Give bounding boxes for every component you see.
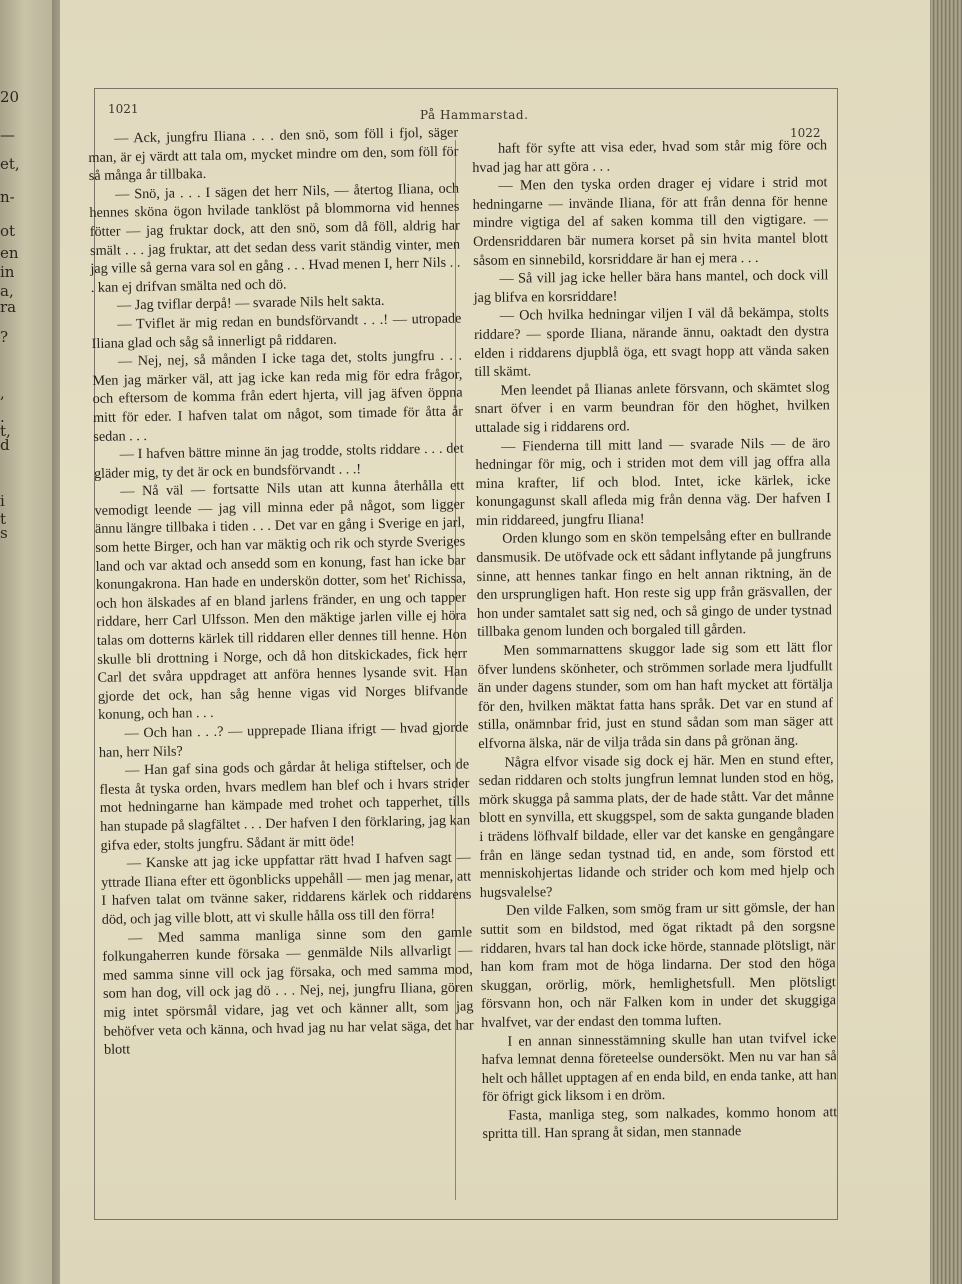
paragraph: Men leendet på Ilianas anlete försvann, och skämtet slog snart öfver i en varm beundran för den höghet, hvilken uttalade sig i riddarens ord. <box>474 378 830 436</box>
paragraph: — Tviflet är mig redan en bundsförvandt . . .! — utropade Iliana glad och såg så innerligt på riddaren. <box>91 310 462 352</box>
edge-fragment: a, <box>0 282 14 300</box>
edge-fragment: ot <box>0 222 16 240</box>
edge-fragment: t, <box>0 422 11 440</box>
paragraph: Den vilde Falken, som smög fram ur sitt gömsle, der han suttit som en bildstod, med ögat riktadt på den sorgsne riddaren, hvars tal han dock icke hörde, stannade plötsligt, när han kom fram mot de höga lindarna. Der stod den höga skuggan, orörlig, mörk, hemlighetsfull. Men plötsligt försvann hon, och när Falken kom in under det skuggiga hvalfvet, var der endast den tomma luften. <box>480 899 837 1031</box>
edge-fragment: , <box>0 384 5 402</box>
edge-fragment: i <box>0 492 5 510</box>
paragraph: Orden klungo som en skön tempelsång efter en bullrande dansmusik. De utöfvade ock ett sådant inflytande på jungfruns sinne, att hennes tankar fingo en helt annan riktning, än de den ursprungligen haft. Hon reste sig upp från gräsvallen, der hon under samtalet satt sig ned, och så gingo de under tystnad tillbaka genom lunden och borgaled till gården. <box>476 527 833 641</box>
edge-fragment: in <box>0 263 15 281</box>
paragraph: — Snö, ja . . . I sägen det herr Nils, — återtog Iliana, och hennes sköna ögon hvilade tanklöst på blommorna vid hennes fötter — jag fruktar dock, att den snö, som då föll, aldrig har smält . . . jag fruktar, att det sedan dess varit ständig vinter, men jag ville så gerna vara sol en gång . . . Hvad menen I, herr Nils . . . kan ej drifvan smälta ned och dö. <box>89 180 461 296</box>
paragraph: — Jag tviflar derpå! — svarade Nils helt sakta. <box>116 293 385 314</box>
right-column <box>472 136 837 1144</box>
edge-fragment: — <box>0 126 15 144</box>
paragraph: Fasta, manliga steg, som nalkades, kommo honom att spritta till. Han sprang åt sidan, men stannade <box>482 1104 838 1143</box>
paragraph: — Med samma manliga sinne som den gamle folkungaherren kunde försaka — genmälde Nils allvarligt — med samma sinne vill ock jag försaka, och med samma mod, som han dog, vill ock jag dö . . . Nej, nej, jungfru Iliana, gören mig intet spörsmål vidare, jag vet och känner allt, som jag behöfver veta och känna, och hvad jag nu har velat säga, det har blott <box>102 923 474 1058</box>
edge-fragment: t <box>0 510 7 528</box>
paragraph: — Och han . . .? — upprepade Iliana ifrigt — hvad gjorde han, herr Nils? <box>98 719 469 761</box>
edge-fragment: en <box>0 244 19 262</box>
right-page-number: 1022 <box>790 126 821 140</box>
paragraph: — Och hvilka hedningar viljen I väl då bekämpa, stolts riddare? — sporde Iliana, närande ännu, oaktadt den dystra elden i riddarens djupblå öga, ett svagt hopp att vända saken till skämt. <box>473 304 830 381</box>
edge-fragment: . <box>0 408 5 426</box>
paragraph: haft för syfte att visa eder, hvad som står mig före och hvad jag har att göra . . . <box>472 137 828 176</box>
edge-fragment: ra <box>0 298 17 316</box>
paragraph: — Så vill jag icke heller bära hans mantel, och dock vill jag blifva en korsriddare! <box>473 267 829 306</box>
paragraph: — Nå väl — fortsatte Nils utan att kunna återhålla ett vemodigt leende — jag vill minna eder på något, som ligger ännu längre tillbaka i tiden . . . Det var en gång i Sverige en jarl, som hette Birger, och han var mäktig och rik och styrde Sveriges land och var aktad och ansedd som en konung, fast han icke bar konungakrona. Han hade en underskön dotter, som het' Richissa, och hon älskades af en bland jarlens fränder, en ung och tapper riddare, herr Carl Ulfsson. Men den mäktige jarlen ville ej höra talas om dotterns kärlek till riddaren eller dennes till henne. Hon skulle bli drottning i Norge, och då hon ditskickades, fick herr Carl det svåra uppdraget att anföra hennes lysande svit. Han gjorde det ock, han såg henne vigas vid Norges blifvande konung, och han . . . <box>94 477 468 724</box>
paragraph: — Ack, jungfru Iliana . . . den snö, som föll i fjol, säger man, är ej värdt att tala om, mycket mindre om den, som föll för så många år tillbaka. <box>88 124 459 185</box>
paragraph: — Men den tyska orden drager ej vidare i strid mot hedningarne — invände Iliana, för att från denna för henne mindre vigtiga del af saken komma till den vigtigare. — Ordensriddaren bär numera korset på sin hvita mantel blott såsom en sinnebild, korsriddare är han ej mera . . . <box>472 174 829 269</box>
paragraph: Några elfvor visade sig dock ej här. Men en stund efter, sedan riddaren och stolts jungfrun lemnat lunden stod en hög, mörk skugga på samma plats, der de hade stått. Var det månne blott en synvilla, ett skuggspel, som de sakta gungande bladen i trädens löfhvalf bildade, eller var det kanske en gengångare från en länge sedan tystnad tid, en ande, som förstod ett menniskohjertas lidande och strider och kom med hjelp och hugsvalelse? <box>478 750 835 901</box>
edge-fragment: d <box>0 436 10 454</box>
paragraph: — Kanske att jag icke uppfattar rätt hvad I hafven sagt — yttrade Iliana efter ett ögonblicks uppehåll — men jag menar, att I hafven talat om tvänne saker, riddarens kärlek och riddarens död, och jag ville blott, att vi skulle hålla oss till den förra! <box>100 849 472 928</box>
paragraph: — Han gaf sina gods och gårdar åt heliga stiftelser, och de flesta åt tyska orden, hvars medlem han blef och i hvars strider mot hedningarne han kämpade med trohet och tapperhet, tills han stupade på slagfältet . . . Der hafven I den förklaring, jag kan gifva eder, stolts jungfru. Sådant är mitt öde! <box>99 756 471 854</box>
edge-fragment: s <box>0 524 8 542</box>
paragraph: — Fienderna till mitt land — svarade Nils — de äro hedningar för mig, och i striden mot dem vill jag offra alla mina krafter, lif och blod. Intet, icke kärlek, icke konungagunst skall afleda mig från denna väg. Der hafven I min riddareed, jungfru Iliana! <box>475 434 831 529</box>
edge-fragment: 20 <box>0 88 20 106</box>
left-column <box>88 124 474 1060</box>
paragraph: Men sommarnattens skuggor lade sig som ett lätt flor öfver lundens skönheter, och strömmen sorlade mera ljudfullt än under dagens stunder, som om han haft mycket att förtälja för den, hvilken mäktat fatta hans språk. Det var en stund af stilla, onämnbar frid, just en stund sådan som man säger att elfvorna älska, när de vilja tråda sin dans på grönan äng. <box>477 639 834 752</box>
edge-fragment: n- <box>0 188 15 206</box>
running-title: På Hammarstad. <box>420 108 529 122</box>
page-stack-edge <box>930 0 962 1284</box>
paragraph: — I hafven bättre minne än jag trodde, stolts riddare . . . det gläder mig, ty det är ock en bundsförvandt . . .! <box>93 440 464 482</box>
paragraph: — Nej, nej, så månden I icke taga det, stolts jungfru . . . Men jag märker väl, att jag icke kan reda mig för edra frågor, och eftersom de komma från edert hjerta, vill jag äfven öppna mitt för eder. I hafven talat om något, som timade för åtta år sedan . . . <box>92 347 464 445</box>
left-page-number: 1021 <box>108 102 139 116</box>
edge-fragment: et, <box>0 155 20 173</box>
edge-fragment: ? <box>0 328 9 346</box>
paragraph: I en annan sinnesstämning skulle han utan tvifvel icke hafva lemnat denna företeelse oundersökt. Men nu var han så helt och hållet upptagen af en enda bild, en enda tanke, att han för öfrigt gick liksom i en dröm. <box>481 1029 837 1106</box>
